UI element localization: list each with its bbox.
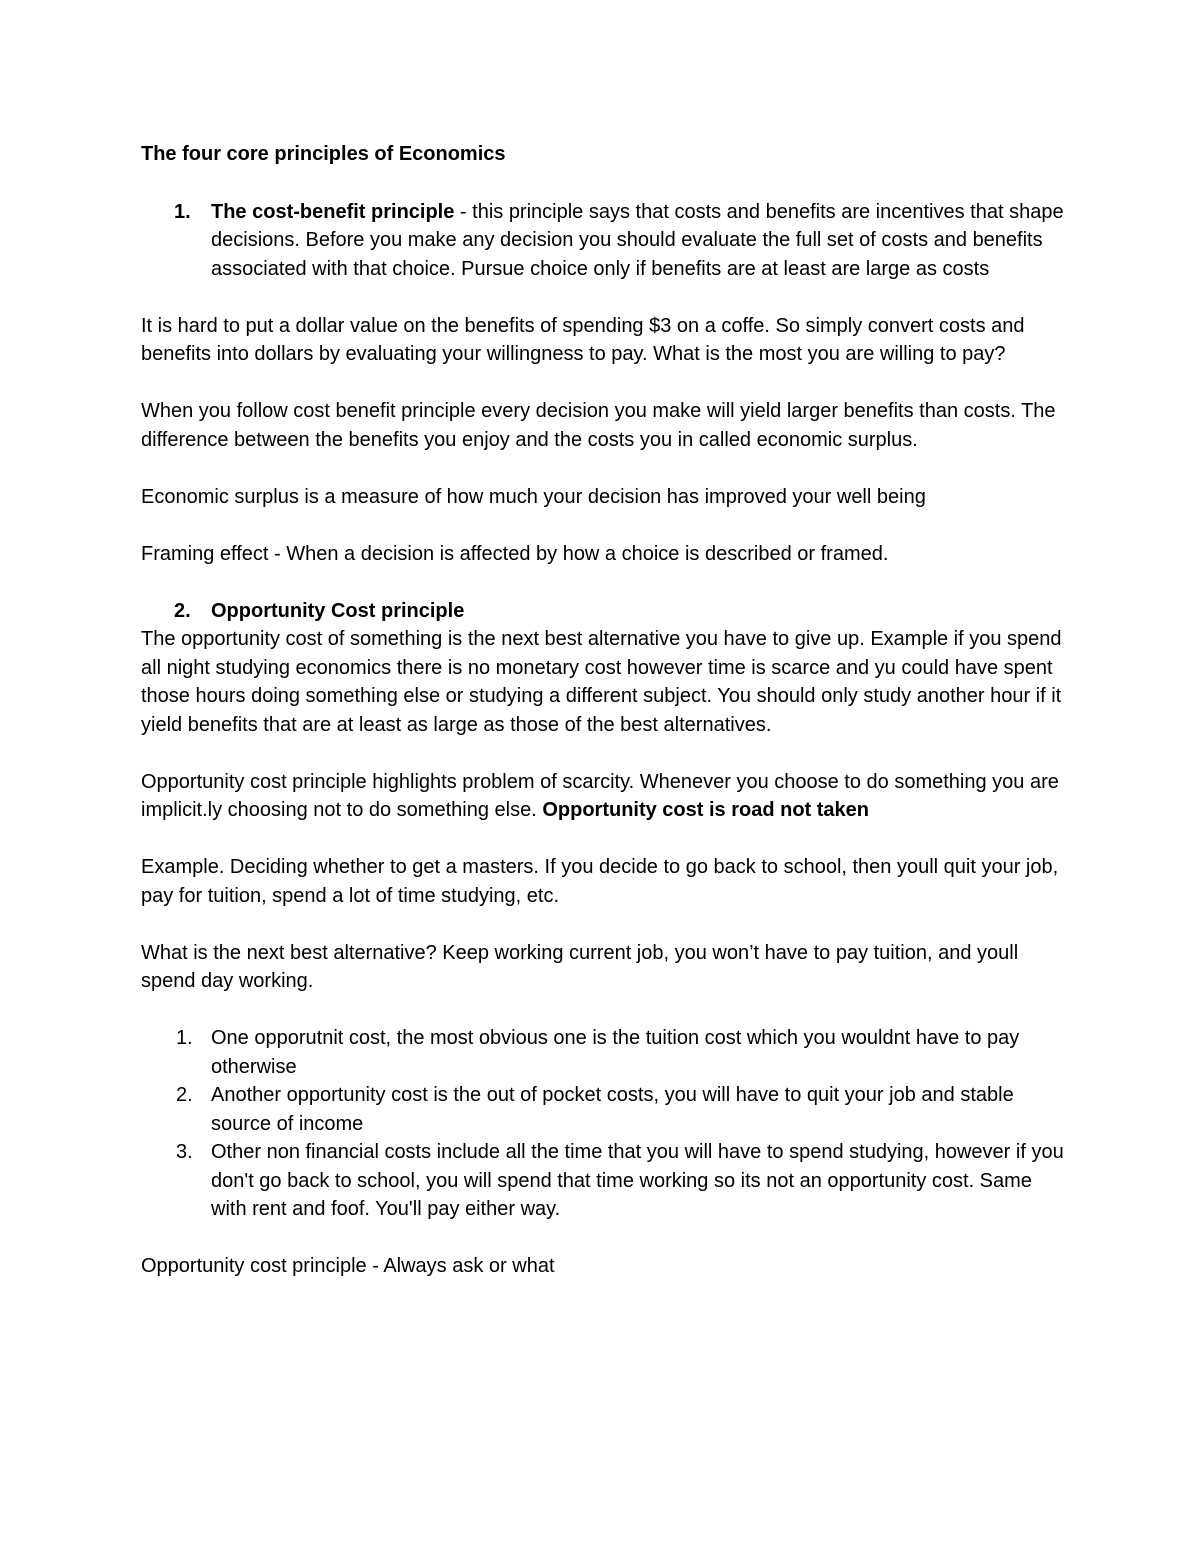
principle-1-heading: The cost-benefit principle (211, 200, 455, 223)
numbered-list (141, 1024, 1066, 1224)
paragraph: Economic surplus is a measure of how much your decision has improved your well being (141, 485, 926, 508)
list-number: 1. (174, 200, 191, 223)
list-item-text: One opporutnit cost, the most obvious one is the tuition cost which you wouldnt have to pay otherwise (211, 1027, 1020, 1078)
list-item-text: Other non financial costs include all the time that you will have to spend studying, however if you don't go back to school, you will spend that time working so its not an opportunity cost. Same with rent and foof. You'll pay either way. (211, 1141, 1064, 1220)
list-item (141, 1138, 1066, 1224)
paragraph-text: Opportunity cost principle highlights problem of scarcity. Whenever you choose to do something you are implicit.ly choosing not to do something else. (141, 770, 1059, 821)
bold-emphasis: Opportunity cost is road not taken (542, 799, 870, 821)
list-item (141, 1081, 1066, 1138)
paragraph: Framing effect - When a decision is affected by how a choice is described or framed. (141, 542, 889, 565)
list-item (141, 1024, 1066, 1081)
list-item-text: Another opportunity cost is the out of pocket costs, you will have to quit your job and stable source of income (211, 1084, 1014, 1135)
document-body (141, 140, 1066, 1309)
paragraph: Example. Deciding whether to get a masters. If you decide to go back to school, then youll quit your job, pay for tuition, spend a lot of time studying, etc. (141, 856, 1059, 907)
principle-1-text: - this principle says that costs and benefits are incentives that shape decisions. Before you make any decision you should evaluate the full set of costs and benefits associated with that choice. Pursue choice only if benefits are at least are large as costs (211, 200, 1064, 280)
list-number: 3. (176, 1141, 193, 1163)
principle-2-item (141, 597, 1066, 626)
paragraph (141, 768, 1066, 825)
paragraph: Opportunity cost principle - Always ask or what (141, 1255, 555, 1277)
paragraph: What is the next best alternative? Keep working current job, you won’t have to pay tuition, and youll spend day working. (141, 941, 1019, 992)
paragraph: It is hard to put a dollar value on the benefits of spending $3 on a coffe. So simply convert costs and benefits into dollars by evaluating your willingness to pay. What is the most you are willing to pay? (141, 314, 1025, 365)
paragraph: When you follow cost benefit principle every decision you make will yield larger benefits than costs. The difference between the benefits you enjoy and the costs you in called economic surplus. (141, 400, 1056, 451)
list-number: 2. (174, 599, 191, 622)
list-number: 2. (176, 1084, 193, 1106)
document-title: The four core principles of Economics (141, 143, 506, 165)
principle-1-item (141, 198, 1066, 284)
paragraph: The opportunity cost of something is the next best alternative you have to give up. Example if you spend all night studying economics there is no monetary cost however time is scarce and yu could have spent those hours doing something else or studying a different subject. You should only study another hour if it yield benefits that are at least as large as those of the best alternatives. (141, 628, 1062, 736)
list-number: 1. (176, 1027, 193, 1049)
principle-2-heading: Opportunity Cost principle (211, 599, 465, 622)
